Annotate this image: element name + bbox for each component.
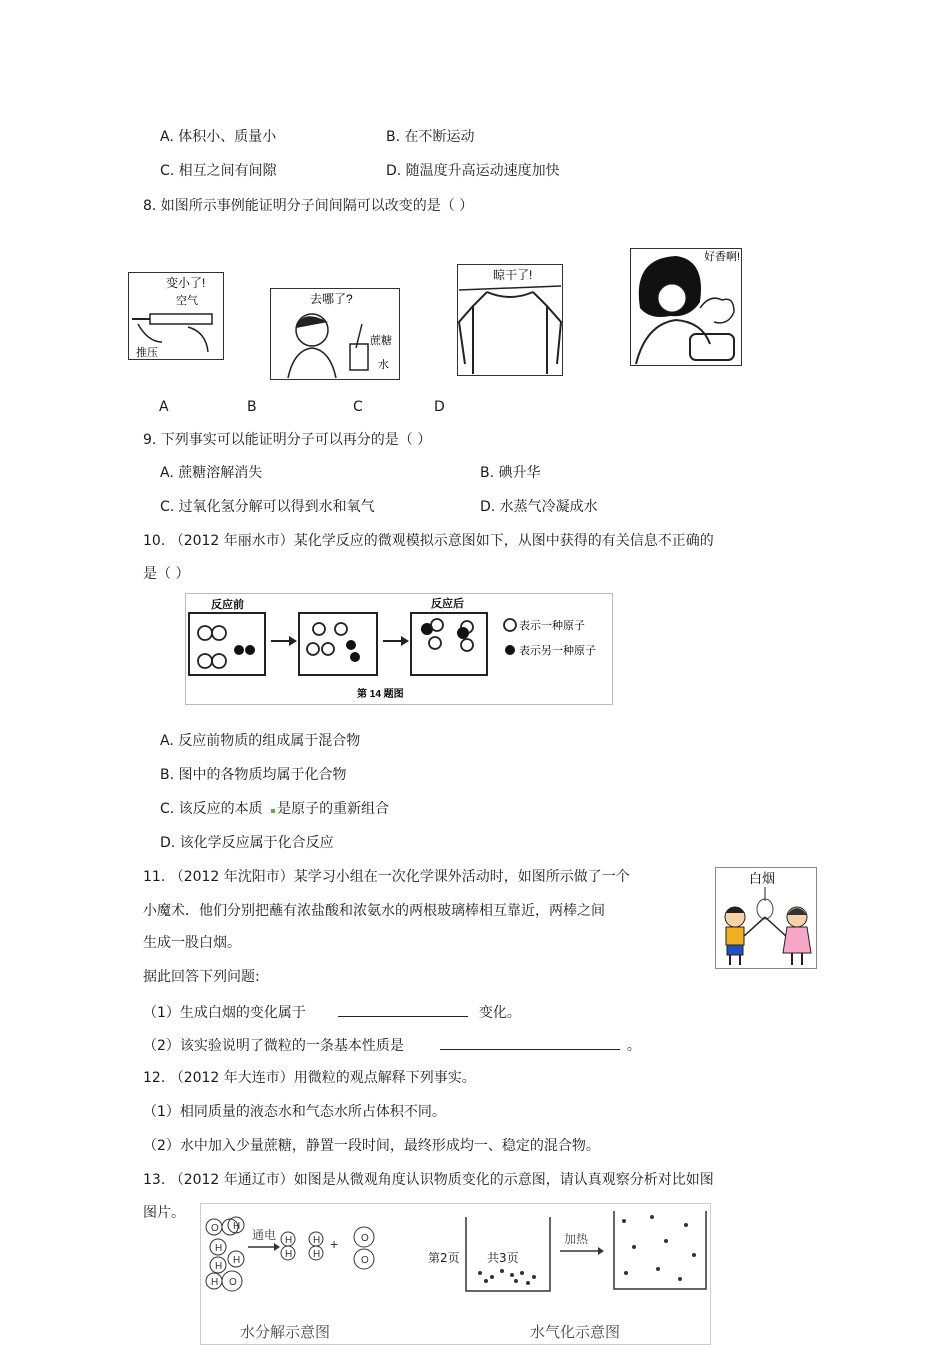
q8-figure-a bbox=[128, 272, 224, 360]
q7-option-d: D. 随温度升高运动速度加快 bbox=[386, 163, 560, 179]
svg-text:H: H bbox=[313, 1235, 321, 1246]
q11-figure-label: 白烟 bbox=[749, 871, 776, 886]
q10-legend-1: 表示一种原子 bbox=[519, 620, 585, 632]
q13-caption-left: 水分解示意图 bbox=[240, 1324, 331, 1341]
q11-sub1-blank[interactable] bbox=[338, 1002, 468, 1017]
svg-text:O: O bbox=[361, 1233, 369, 1244]
q13-caption-right: 水气化示意图 bbox=[530, 1324, 621, 1341]
q10-stem-line2: 是（ ） bbox=[143, 566, 190, 582]
q8-fig-a-air: 空气 bbox=[176, 295, 198, 307]
q12-sub1: （1）相同质量的液态水和气态水所占体积不同。 bbox=[143, 1104, 446, 1120]
q10-option-b: B. 图中的各物质均属于化合物 bbox=[160, 767, 347, 783]
q12-stem: 12. （2012 年大连市）用微粒的观点解释下列事实。 bbox=[143, 1070, 476, 1086]
q12-sub2: （2）水中加入少量蔗糖，静置一段时间，最终形成均一、稳定的混合物。 bbox=[143, 1138, 600, 1154]
q13-electrolysis-label: 通电 bbox=[252, 1228, 277, 1242]
q13-stem-line2: 图片。 bbox=[143, 1205, 185, 1221]
footer-total-pages: 共3页 bbox=[487, 1251, 519, 1265]
svg-text:H: H bbox=[233, 1255, 241, 1266]
q8-fig-b-sugar: 蔗糖 bbox=[370, 335, 392, 347]
q8-fig-d-caption: 好香啊! bbox=[704, 251, 741, 263]
svg-text:+: + bbox=[330, 1236, 339, 1252]
q13-micro-diagram bbox=[200, 1203, 711, 1345]
q9-option-c: C. 过氧化氢分解可以得到水和氧气 bbox=[160, 499, 375, 515]
q8-label-c: C bbox=[353, 399, 363, 415]
q10-option-a: A. 反应前物质的组成属于混合物 bbox=[160, 733, 361, 749]
q10-option-d: D. 该化学反应属于化合反应 bbox=[160, 835, 334, 851]
q7-option-c: C. 相互之间有间隙 bbox=[160, 163, 277, 179]
q11-line1: 11. （2012 年沈阳市）某学习小组在一次化学课外活动时，如图所示做了一个 bbox=[143, 869, 630, 885]
svg-text:H: H bbox=[233, 1221, 241, 1232]
q9-option-a: A. 蔗糖溶解消失 bbox=[160, 465, 263, 481]
q8-fig-b-caption: 去哪了? bbox=[310, 292, 353, 306]
svg-text:H: H bbox=[215, 1243, 223, 1254]
q11-sub2-suffix: 。 bbox=[626, 1038, 641, 1054]
svg-text:H: H bbox=[215, 1261, 223, 1272]
q13-stem-line1: 13. （2012 年通辽市）如图是从微观角度认识物质变化的示意图，请认真观察分析对比如图 bbox=[143, 1172, 714, 1188]
q10-stem-line1: 10. （2012 年丽水市）某化学反应的微观模拟示意图如下，从图中获得的有关信息不正确的 bbox=[143, 533, 714, 549]
q7-option-a: A. 体积小、质量小 bbox=[160, 129, 277, 145]
svg-text:H: H bbox=[211, 1277, 219, 1288]
q9-option-b: B. 碘升华 bbox=[480, 465, 541, 481]
q8-stem: 8. 如图所示事例能证明分子间间隔可以改变的是（ ） bbox=[143, 198, 474, 214]
q11-sub1 bbox=[143, 1002, 521, 1022]
q8-figure-c bbox=[457, 264, 563, 376]
q11-line2: 小魔术．他们分别把蘸有浓盐酸和浓氨水的两根玻璃棒相互靠近，两棒之间 bbox=[143, 903, 605, 919]
svg-text:O: O bbox=[361, 1255, 369, 1266]
speck-mark bbox=[271, 809, 275, 813]
q11-sub1-text: （1）生成白烟的变化属于 bbox=[143, 1005, 306, 1021]
svg-text:O: O bbox=[211, 1223, 219, 1234]
q10-after-label: 反应后 bbox=[431, 598, 464, 610]
svg-text:H: H bbox=[285, 1235, 293, 1246]
q10-figure-caption: 第 14 题图 bbox=[357, 689, 404, 700]
q10-reaction-diagram bbox=[185, 593, 613, 705]
q9-stem: 9. 下列事实可以能证明分子可以再分的是（ ） bbox=[143, 432, 432, 448]
q10-before-label: 反应前 bbox=[211, 599, 244, 611]
q11-prompt: 据此回答下列问题: bbox=[143, 969, 260, 985]
q8-label-a: A bbox=[159, 399, 169, 415]
q10-option-c bbox=[160, 800, 389, 818]
q8-label-b: B bbox=[247, 399, 257, 415]
q11-sub2 bbox=[143, 1035, 641, 1055]
q8-figure-b bbox=[270, 288, 400, 380]
q8-figure-d bbox=[630, 248, 742, 366]
q10-legend-2: 表示另一种原子 bbox=[519, 645, 596, 657]
q8-fig-c-caption: 晾干了! bbox=[493, 268, 533, 282]
q9-option-d: D. 水蒸气冷凝成水 bbox=[480, 499, 598, 515]
q11-sub2-text: （2）该实验说明了微粒的一条基本性质是 bbox=[143, 1038, 404, 1054]
svg-text:O: O bbox=[229, 1277, 237, 1288]
q11-sub2-blank[interactable] bbox=[440, 1035, 620, 1050]
q10-option-c-part1: C. 该反应的本质 bbox=[160, 801, 263, 817]
q11-line3: 生成一股白烟。 bbox=[143, 935, 241, 951]
q10-option-c-part2: 是原子的重新组合 bbox=[277, 801, 390, 817]
q8-fig-a-caption: 变小了! bbox=[166, 276, 206, 290]
q8-label-d: D bbox=[434, 399, 445, 415]
q7-option-b: B. 在不断运动 bbox=[386, 129, 475, 145]
q8-fig-a-press: 推压 bbox=[136, 347, 158, 359]
svg-text:H: H bbox=[313, 1249, 321, 1260]
q13-heating-label: 加热 bbox=[564, 1232, 589, 1246]
q11-sub1-suffix: 变化。 bbox=[478, 1005, 521, 1021]
svg-text:H: H bbox=[285, 1249, 293, 1260]
footer-page-number: 第2页 bbox=[428, 1251, 460, 1265]
q8-fig-b-water: 水 bbox=[378, 359, 389, 371]
q11-white-smoke-figure bbox=[715, 867, 817, 969]
